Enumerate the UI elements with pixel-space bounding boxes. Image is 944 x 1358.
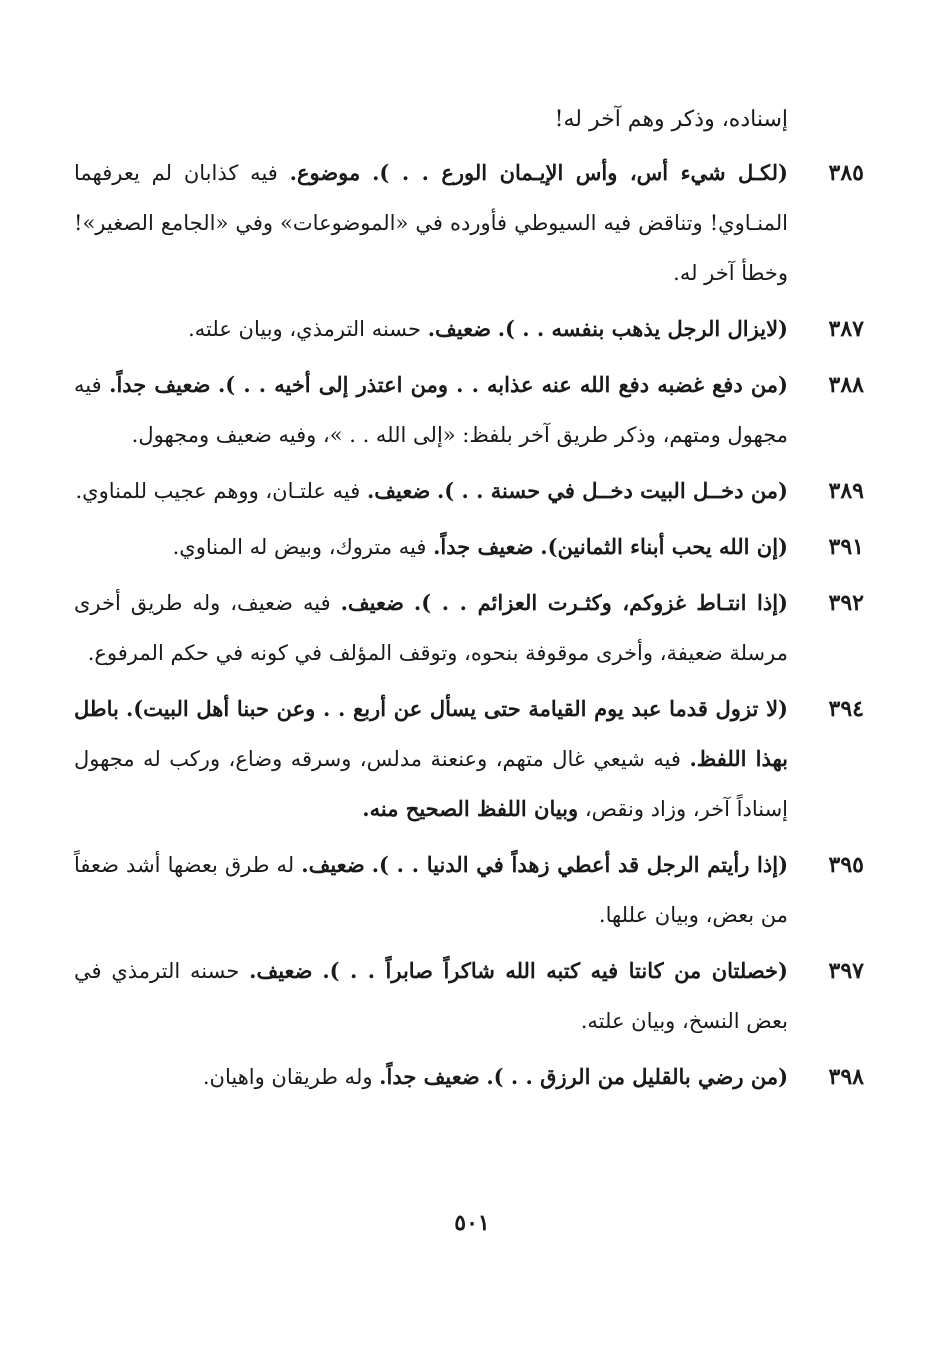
hadith-text: (إذا رأيتم الرجل قد أعطي زهداً في الدنيا . . ). bbox=[371, 852, 789, 877]
hadith-text: (لايزال الرجل يذهب بنفسه . . ). bbox=[497, 316, 788, 341]
entry-number: ٣٩٢ bbox=[828, 590, 864, 616]
hadith-comment: فيه متروك، وبيض له المناوي. bbox=[172, 535, 427, 559]
hadith-grade: ضعيف جداً. bbox=[109, 372, 211, 397]
entry-text bbox=[74, 946, 788, 1046]
hadith-grade: ضعيف. bbox=[427, 316, 492, 341]
hadith-comment: فيه مجهول ومتهم، وذكر طريق آخر بلفظ: «إلى الله . . »، وفيه ضعيف ومجهول. bbox=[74, 373, 788, 447]
hadith-grade: موضوع. bbox=[289, 160, 361, 185]
hadith-grade: ضعيف جداً. bbox=[433, 534, 534, 559]
hadith-grade: ضعيف. bbox=[366, 478, 431, 503]
entry-389 bbox=[74, 466, 864, 516]
hadith-text: (إن الله يحب أبناء الثمانين). bbox=[540, 534, 788, 559]
page-number: ٥٠١ bbox=[454, 1210, 490, 1236]
hadith-text: (لا تزول قدما عبد يوم القيامة حتى يسأل عن أربع . . وعن حبنا أهل البيت). bbox=[125, 696, 788, 721]
entry-397 bbox=[74, 946, 864, 1046]
hadith-text: (من رضي بالقليل من الرزق . . ). bbox=[486, 1064, 788, 1089]
entry-394 bbox=[74, 684, 864, 834]
entry-number: ٣٨٧ bbox=[828, 316, 864, 342]
entry-388 bbox=[74, 360, 864, 460]
entry-398 bbox=[74, 1052, 864, 1102]
hadith-text: (من دخــل البيت دخــل في حسنة . . ). bbox=[437, 478, 788, 503]
hadith-text: (إذا انتـاط غزوكم، وكثـرت العزائم . . ). bbox=[413, 590, 788, 615]
entry-385 bbox=[74, 148, 864, 298]
hadith-text: (لكـل شيء أس، وأس الإيـمان الورع . . ). bbox=[372, 160, 788, 185]
page-content bbox=[74, 96, 864, 1108]
hadith-grade: ضعيف. bbox=[301, 852, 365, 877]
entry-number: ٣٨٥ bbox=[828, 160, 864, 186]
entry-text bbox=[74, 578, 788, 678]
hadith-comment: له طرق بعضها أشد ضعفاً من بعض، وبيان عللها. bbox=[74, 853, 788, 927]
entry-number: ٣٩٨ bbox=[828, 1064, 864, 1090]
entry-387 bbox=[74, 304, 864, 354]
hadith-comment: فيه ضعيف، وله طريق أخرى مرسلة ضعيفة، وأخرى موقوفة بنحوه، وتوقف المؤلف في كونه في حكم المرفوع. bbox=[74, 591, 788, 665]
hadith-text: (من دفع غضبه دفع الله عنه عذابه . . ومن اعتذر إلى أخيه . . ). bbox=[217, 372, 788, 397]
hadith-comment: فيه كذابان لم يعرفهما المنـاوي! وتناقض فيه السيوطي فأورده في «الموضوعات» وفي «الجامع الصغير»! وخطأ آخر له. bbox=[74, 161, 788, 285]
entry-391 bbox=[74, 522, 864, 572]
entry-number: ٣٨٩ bbox=[828, 478, 864, 504]
entry-number: ٣٨٨ bbox=[828, 372, 864, 398]
hadith-grade: باطل بهذا اللفظ. bbox=[74, 696, 789, 771]
hadith-comment-tail: وبيان اللفظ الصحيح منه. bbox=[362, 796, 579, 821]
hadith-grade: ضعيف. bbox=[340, 590, 404, 615]
intro-line: إسناده، وذكر وهم آخر له! bbox=[554, 107, 788, 132]
hadith-comment: فيه شيعي غال متهم، وعنعنة مدلس، وسرقه وضاع، وركب له مجهول إسناداً آخر، وزاد ونقص، bbox=[74, 747, 788, 821]
hadith-grade: ضعيف جداً. bbox=[379, 1064, 480, 1089]
hadith-text: (خصلتان من كانتا فيه كتبه الله شاكراً صابراً . . ). bbox=[322, 958, 788, 983]
entry-text bbox=[74, 304, 788, 354]
hadith-grade: ضعيف. bbox=[249, 958, 313, 983]
entry-text bbox=[74, 684, 788, 834]
entry-number: ٣٩١ bbox=[828, 534, 864, 560]
entry-text bbox=[74, 466, 788, 516]
hadith-comment: حسنه الترمذي، وبيان علته. bbox=[188, 317, 422, 341]
entry-text bbox=[74, 840, 788, 940]
entry-392 bbox=[74, 578, 864, 678]
entry-text bbox=[74, 360, 788, 460]
entry-text bbox=[74, 522, 788, 572]
entry-number: ٣٩٤ bbox=[828, 696, 864, 722]
entry-text bbox=[74, 148, 788, 298]
hadith-comment: فيه علتـان، ووهم عجيب للمناوي. bbox=[75, 479, 361, 503]
entry-395 bbox=[74, 840, 864, 940]
entry-number: ٣٩٧ bbox=[828, 958, 864, 984]
entry-number: ٣٩٥ bbox=[828, 852, 864, 878]
hadith-comment: حسنه الترمذي في بعض النسخ، وبيان علته. bbox=[74, 959, 788, 1033]
entry-text bbox=[74, 1052, 788, 1102]
hadith-comment: وله طريقان واهيان. bbox=[202, 1065, 373, 1089]
